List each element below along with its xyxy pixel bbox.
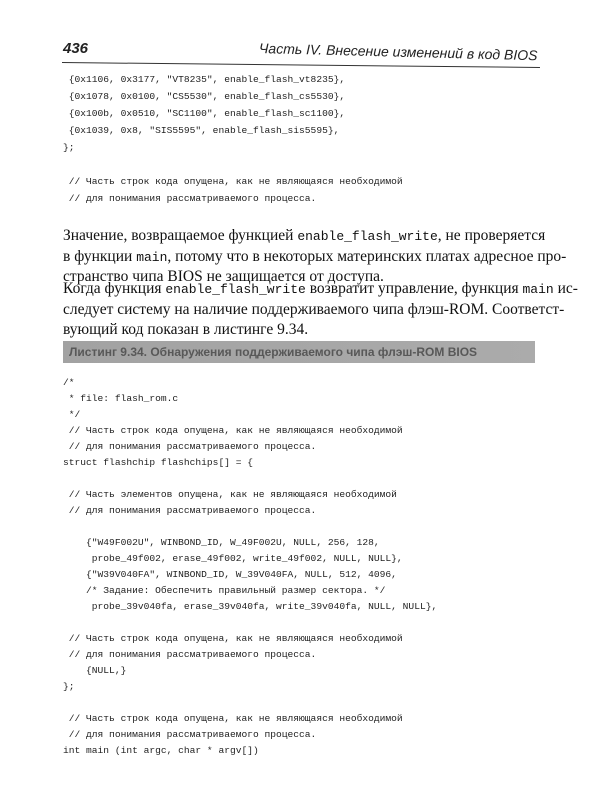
text-run: Значение, возвращаемое функцией xyxy=(63,227,298,244)
listing-code xyxy=(63,375,437,759)
inline-code: enable_flash_write xyxy=(165,282,306,297)
inline-code: main xyxy=(522,282,554,297)
code-line: // Часть элементов опущена, как не являющаяся необходимой xyxy=(63,489,397,500)
code-block-top xyxy=(63,71,403,207)
code-line xyxy=(63,695,437,711)
listing-title: Листинг 9.34. Обнаружения поддерживаемого чипа флэш-ROM BIOS xyxy=(63,341,535,363)
text-run: , потому что в некоторых материнских платах адресное про- xyxy=(167,247,567,265)
code-line: * file: flash_rom.c xyxy=(63,393,179,404)
inline-code: main xyxy=(136,249,168,265)
code-line: {0x100b, 0x0510, "SC1100", enable_flash_sc1100}, xyxy=(63,108,346,119)
code-line: probe_49f002, erase_49f002, write_49f002, NULL, NULL}, xyxy=(63,553,403,564)
code-line: /* xyxy=(63,377,75,388)
code-line: }; xyxy=(63,681,75,692)
paragraph-line xyxy=(63,320,538,341)
code-line: {0x1039, 0x8, "SIS5595", enable_flash_sis5595}, xyxy=(63,125,340,136)
code-line: // Часть строк кода опущена, как не являющаяся необходимой xyxy=(63,176,403,187)
text-run: странство чипа BIOS не защищается от доступа. xyxy=(63,268,384,285)
text-run: вующий код показан в листинге 9.34. xyxy=(63,321,309,338)
inline-code: enable_flash_write xyxy=(297,229,438,244)
text-run: в функции xyxy=(63,247,137,265)
code-line: // Часть строк кода опущена, как не являющаяся необходимой xyxy=(63,713,403,724)
text-run: Когда функция xyxy=(63,280,166,297)
code-line: {"W49F002U", WINBOND_ID, W_49F002U, NULL, 256, 128, xyxy=(63,537,380,548)
paragraph-flash-detection xyxy=(63,279,578,341)
code-line: // Часть строк кода опущена, как не являющаяся необходимой xyxy=(63,425,403,436)
code-line: /* Задание: Обеспечить правильный размер сектора. */ xyxy=(63,585,386,596)
code-line: {NULL,} xyxy=(63,665,127,676)
code-line: {0x1106, 0x3177, "VT8235", enable_flash_vt8235}, xyxy=(63,74,346,85)
page-number: 436 xyxy=(63,40,89,57)
header-rule xyxy=(62,62,540,68)
code-line: {"W39V040FA", WINBOND_ID, W_39V040FA, NULL, 512, 4096, xyxy=(63,569,397,580)
text-run: возвратит управление, функция xyxy=(305,280,523,297)
code-line: // для понимания рассматриваемого процесса. xyxy=(63,441,317,452)
code-line: probe_39v040fa, erase_39v040fa, write_39v040fa, NULL, NULL}, xyxy=(63,601,438,612)
paragraph-line xyxy=(63,247,567,268)
code-line: // Часть строк кода опущена, как не являющаяся необходимой xyxy=(63,633,403,644)
code-line xyxy=(63,156,403,173)
code-line xyxy=(63,615,437,631)
code-line xyxy=(63,519,437,535)
running-title: Часть IV. Внесение изменений в код BIOS xyxy=(259,40,539,64)
code-line: // для понимания рассматриваемого процесса. xyxy=(63,649,317,660)
code-line: // для понимания рассматриваемого процесса. xyxy=(63,193,317,204)
code-line: // для понимания рассматриваемого процесса. xyxy=(63,505,317,516)
code-line: }; xyxy=(63,142,75,153)
text-run: следует систему на наличие поддерживаемого чипа флэш-ROM. Соответст- xyxy=(63,300,565,318)
code-line: */ xyxy=(63,409,81,420)
paragraph-line xyxy=(63,279,578,300)
code-line: // для понимания рассматриваемого процесса. xyxy=(63,729,317,740)
code-line: int main (int argc, char * argv[]) xyxy=(63,745,259,756)
code-line: {0x1078, 0x0100, "CS5530", enable_flash_cs5530}, xyxy=(63,91,346,102)
paragraph-line xyxy=(63,300,565,321)
paragraph-line xyxy=(63,226,546,247)
text-run: , не проверяется xyxy=(437,227,546,244)
code-line: struct flashchip flashchips[] = { xyxy=(63,457,253,468)
code-line xyxy=(63,471,437,487)
text-run: ис- xyxy=(553,280,578,297)
